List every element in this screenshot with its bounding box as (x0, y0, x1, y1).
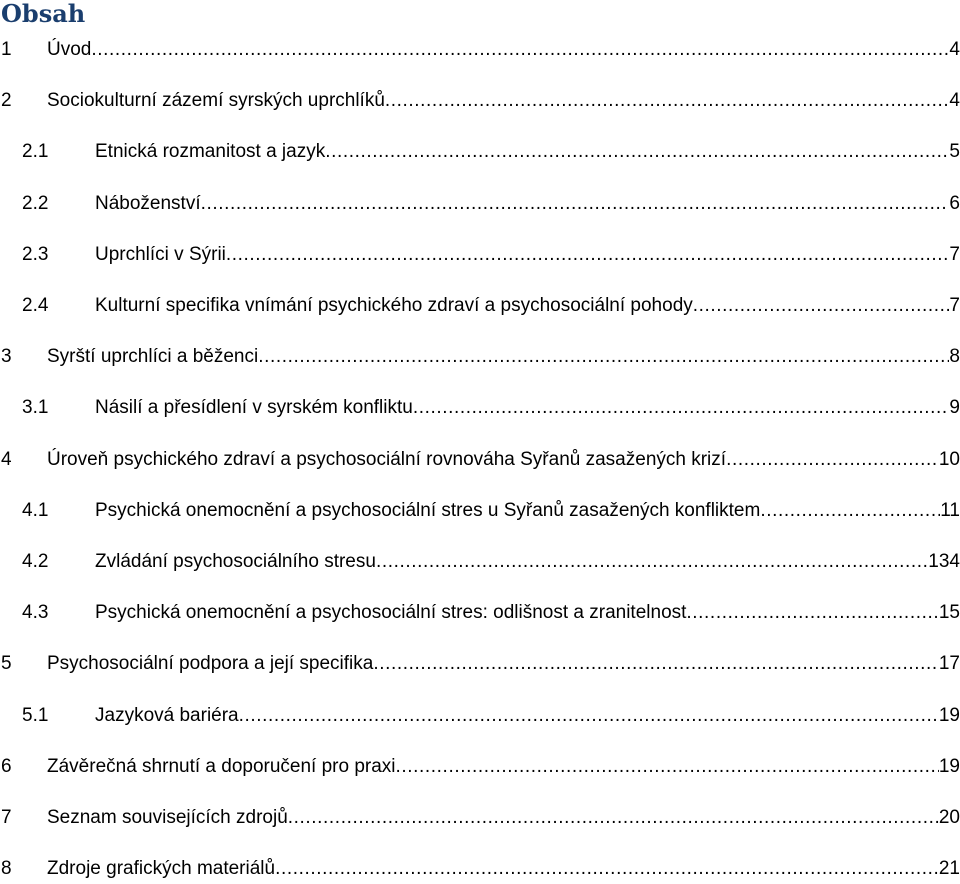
toc-entry[interactable] (0, 35, 960, 65)
toc-entry-number: 8 (1, 858, 12, 880)
dot-leader (413, 393, 950, 423)
dot-leader (325, 137, 949, 167)
toc-entry-link[interactable] (95, 137, 960, 167)
toc-entry-title: Psychická onemocnění a psychosociální stres u Syřanů zasažených konfliktem (95, 499, 761, 521)
dot-leader (258, 342, 949, 372)
dot-leader (726, 445, 939, 475)
dot-leader (686, 598, 938, 628)
dot-leader (760, 496, 940, 526)
toc-entry-title: Seznam souvisejících zdrojů (47, 807, 288, 828)
toc-entry-title: Závěrečná shrnutí a doporučení pro praxi (47, 755, 396, 777)
toc-entry[interactable] (0, 752, 960, 782)
toc-entry[interactable] (0, 291, 960, 321)
toc-entry-page-number: 20 (938, 807, 960, 828)
toc-entry-page-number: 15 (938, 602, 960, 624)
toc-entry-link[interactable] (95, 240, 960, 270)
toc-entry-page-number: 5 (949, 141, 960, 163)
toc-entry-page-number: 134 (928, 551, 960, 572)
toc-entry-page-number: 7 (949, 243, 960, 265)
toc-entry-title: Uprchlíci v Sýrii (95, 243, 226, 265)
toc-entry[interactable] (0, 496, 960, 526)
toc-entry-link[interactable] (95, 496, 960, 526)
toc-entry[interactable] (0, 803, 960, 833)
dot-leader (226, 240, 950, 270)
toc-entry-page-number: 10 (938, 448, 960, 470)
toc-entry-number: 4 (1, 448, 12, 470)
toc-entry-link[interactable] (47, 803, 960, 833)
toc-entry-title: Psychická onemocnění a psychosociální stres: odlišnost a zranitelnost (95, 602, 687, 624)
toc-entry-number: 4.1 (22, 499, 49, 521)
toc-entry-page-number: 7 (949, 295, 960, 316)
toc-entry-link[interactable] (47, 445, 960, 475)
dot-leader (275, 854, 939, 884)
toc-entry-number: 2.4 (22, 295, 49, 316)
toc-entry-link[interactable] (47, 86, 960, 116)
toc-entry-link[interactable] (95, 598, 960, 628)
toc-entry-number: 2.1 (22, 141, 49, 163)
toc-entry-number: 3 (1, 346, 12, 368)
toc-entry-number: 2.3 (22, 243, 49, 265)
toc-entry[interactable] (0, 649, 960, 679)
toc-entry-title: Etnická rozmanitost a jazyk (95, 141, 326, 163)
toc-entry[interactable] (0, 342, 960, 372)
toc-entry-link[interactable] (95, 547, 960, 577)
toc-entry-page-number: 4 (949, 39, 960, 60)
toc-entry-title: Syrští uprchlíci a běženci (47, 346, 259, 368)
toc-entry-title: Úroveň psychického zdraví a psychosociální rovnováha Syřanů zasažených krizí (47, 448, 727, 470)
toc-entry-link[interactable] (47, 854, 960, 884)
toc-entry[interactable] (0, 137, 960, 167)
dot-leader (239, 701, 939, 731)
toc-entry-title: Kulturní specifika vnímání psychického zdraví a psychosociální pohody (95, 295, 693, 316)
toc-entry[interactable] (0, 393, 960, 423)
toc-entry-link[interactable] (47, 35, 960, 65)
dot-leader (288, 803, 939, 833)
toc-entry[interactable] (0, 445, 960, 475)
toc-entry-number: 2 (1, 90, 12, 112)
toc-entry-link[interactable] (95, 189, 960, 219)
toc-entry[interactable] (0, 547, 960, 577)
toc-entry-number: 5 (1, 653, 12, 675)
toc-entry-page-number: 8 (949, 346, 960, 368)
dot-leader (91, 35, 949, 65)
dot-leader (385, 86, 950, 116)
toc-entry-link[interactable] (95, 291, 960, 321)
toc-entry-link[interactable] (95, 393, 960, 423)
toc-entry[interactable] (0, 701, 960, 731)
toc-entry-number: 4.2 (22, 551, 49, 572)
dot-leader (376, 547, 928, 577)
dot-leader (396, 752, 939, 782)
toc-entry-link[interactable] (47, 649, 960, 679)
toc-entry[interactable] (0, 598, 960, 628)
toc-entry-title: Psychosociální podpora a její specifika (47, 653, 374, 675)
toc-entry-page-number: 17 (938, 653, 960, 675)
toc-title: Obsah (1, 0, 86, 28)
toc-entry-number: 6 (1, 755, 12, 777)
toc-entry-number: 5.1 (22, 704, 49, 726)
toc-entry-page-number: 19 (938, 704, 960, 726)
toc-entry-link[interactable] (95, 701, 960, 731)
toc-entry-page-number: 6 (949, 192, 960, 214)
toc-entry[interactable] (0, 854, 960, 884)
toc-entry-page-number: 21 (938, 858, 960, 880)
toc-entry-title: Náboženství (95, 192, 201, 214)
toc-entry-title: Zdroje grafických materiálů (47, 858, 276, 880)
dot-leader (201, 189, 950, 219)
toc-entry-page-number: 11 (940, 499, 960, 521)
toc-entry-number: 2.2 (22, 192, 49, 214)
toc-entry-number: 1 (1, 39, 12, 60)
toc-entry[interactable] (0, 86, 960, 116)
toc-entry-number: 3.1 (22, 397, 49, 419)
toc-entry[interactable] (0, 189, 960, 219)
toc-entry-number: 7 (1, 807, 12, 828)
toc-entry[interactable] (0, 240, 960, 270)
toc-entry-title: Zvládání psychosociálního stresu (95, 551, 376, 572)
toc-entry-page-number: 19 (938, 755, 960, 777)
toc-entry-page-number: 9 (949, 397, 960, 419)
dot-leader (373, 649, 939, 679)
toc-entry-title: Násilí a přesídlení v syrském konfliktu (95, 397, 413, 419)
toc-entry-number: 4.3 (22, 602, 49, 624)
toc-entry-title: Jazyková bariéra (95, 704, 239, 726)
toc-entry-link[interactable] (47, 342, 960, 372)
toc-entry-title: Sociokulturní zázemí syrských uprchlíků (47, 90, 385, 112)
dot-leader (693, 291, 950, 321)
toc-entry-page-number: 4 (949, 90, 960, 112)
toc-entry-link[interactable] (47, 752, 960, 782)
toc-entry-title: Úvod (47, 39, 92, 60)
